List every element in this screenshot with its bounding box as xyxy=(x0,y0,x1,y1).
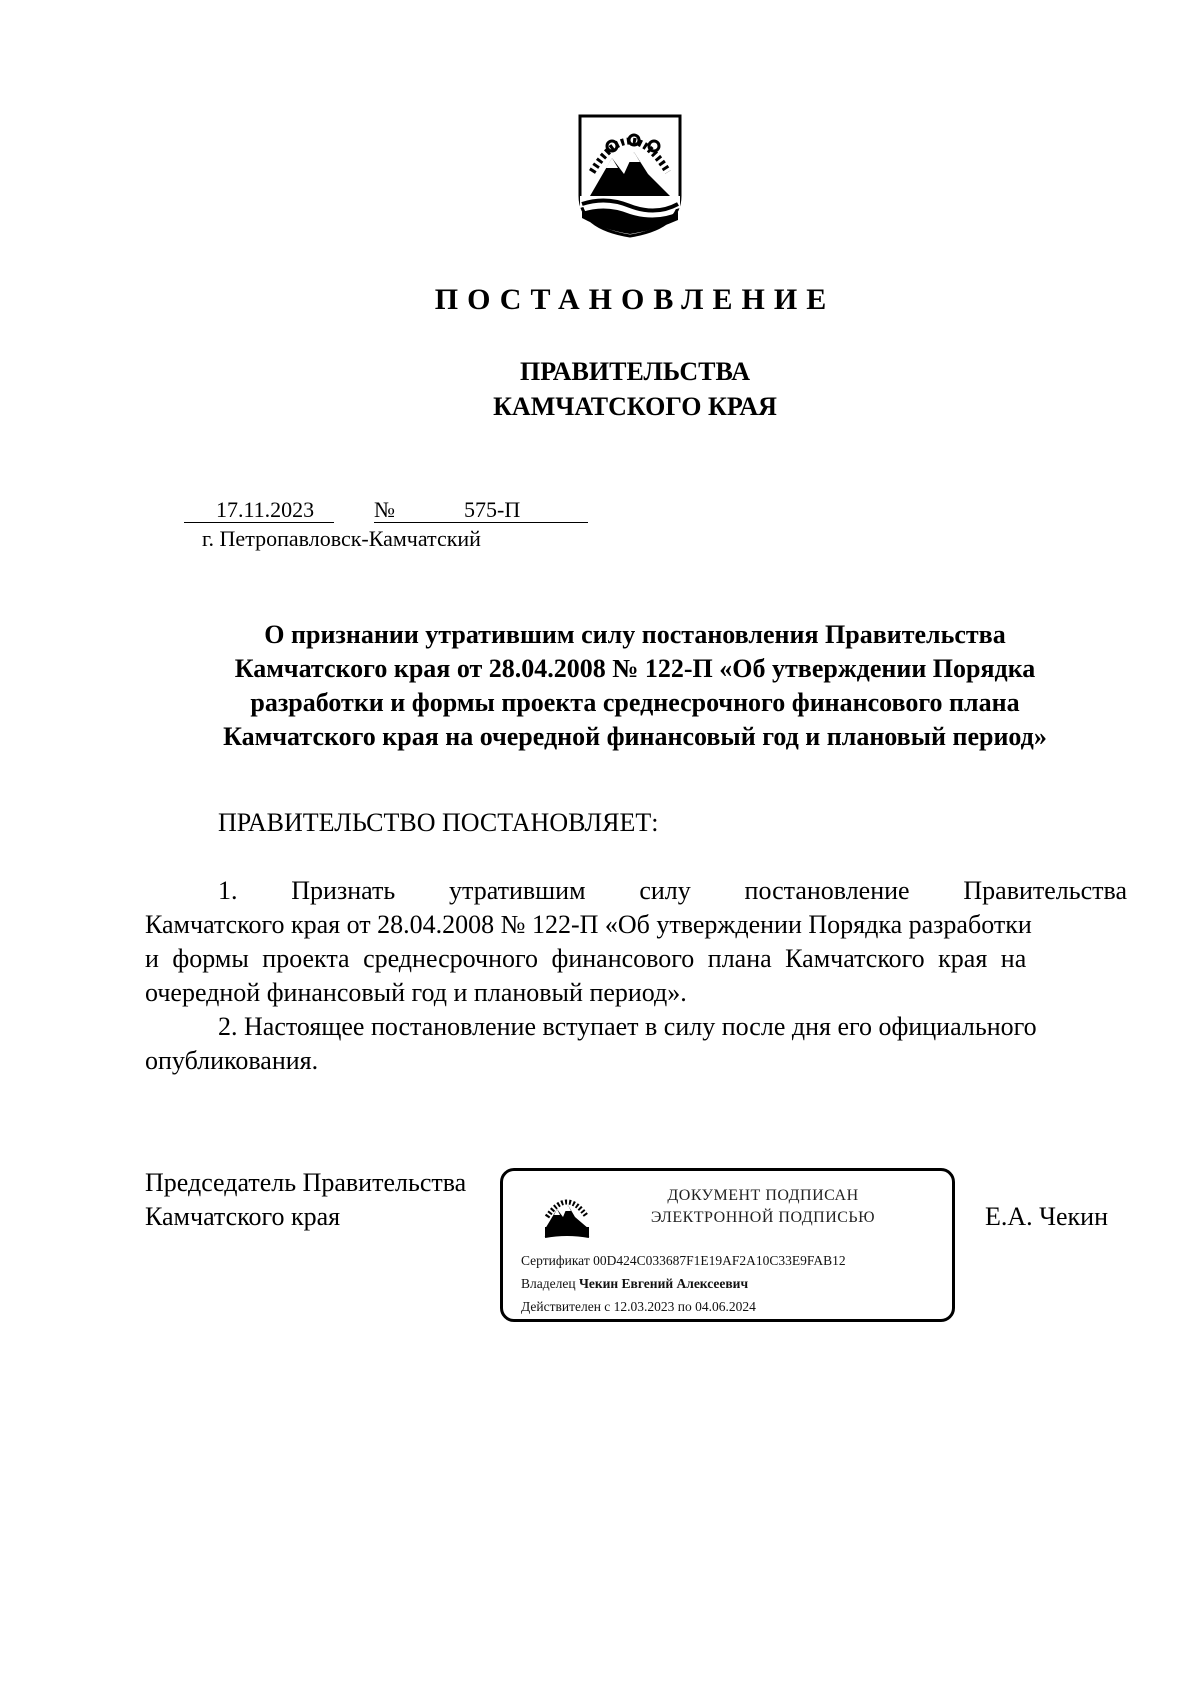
coat-of-arms-icon xyxy=(576,112,684,240)
decree-phrase: ПРАВИТЕЛЬСТВО ПОСТАНОВЛЯЕТ: xyxy=(218,808,659,837)
subject-line-2: Камчатского края от 28.04.2008 № 122-П «Об утверждении Порядка xyxy=(234,654,1036,683)
p1-word: 1. xyxy=(218,876,238,905)
certificate-label: Сертификат xyxy=(521,1253,590,1268)
stamp-heading-line-2: ЭЛЕКТРОННОЙ ПОДПИСЬЮ xyxy=(650,1209,876,1226)
valid-to: 04.06.2024 xyxy=(695,1299,756,1314)
valid-label: Действителен с xyxy=(521,1299,611,1314)
p1-word: Признать xyxy=(291,876,396,905)
document-type-heading: ПОСТАНОВЛЕНИЕ xyxy=(434,283,836,316)
signatory-title-line-1: Председатель Правительства xyxy=(145,1168,467,1197)
certificate-row xyxy=(521,1249,846,1272)
issuer-line-1: ПРАВИТЕЛЬСТВА xyxy=(520,357,750,386)
signatory-title xyxy=(145,1166,466,1234)
p1-word: постановление xyxy=(744,876,910,905)
certificate-value: 00D424C033687F1E19AF2A10C33E9FAB12 xyxy=(593,1253,846,1268)
electronic-signature-stamp xyxy=(500,1168,955,1322)
p1-word: силу xyxy=(639,876,691,905)
document-subject xyxy=(160,618,1110,754)
owner-value: Чекин Евгений Алексеевич xyxy=(578,1276,749,1291)
registration-line xyxy=(184,497,588,523)
subject-line-4: Камчатского края на очередной финансовый год и плановый период» xyxy=(223,722,1047,751)
subject-line-3: разработки и формы проекта среднесрочного финансового плана xyxy=(250,688,1020,717)
paragraph-2-line-2: опубликования. xyxy=(145,1046,319,1075)
paragraph-2-line-1: 2. Настоящее постановление вступает в силу после дня его официального xyxy=(218,1012,1037,1041)
signatory-title-line-2: Камчатского края xyxy=(145,1202,341,1231)
coat-of-arms-icon xyxy=(539,1189,595,1245)
stamp-heading-line-1: ДОКУМЕНТ ПОДПИСАН xyxy=(667,1187,859,1204)
owner-row xyxy=(521,1272,846,1295)
issuer-heading xyxy=(0,354,1200,424)
paragraph-1-line-2: Камчатского края от 28.04.2008 № 122-П «Об утверждении Порядка разработки xyxy=(145,910,1032,939)
valid-to-label: по xyxy=(677,1299,692,1314)
stamp-details xyxy=(521,1249,846,1318)
owner-label: Владелец xyxy=(521,1276,576,1291)
subject-line-1: О признании утратившим силу постановления Правительства xyxy=(264,620,1006,649)
valid-from: 12.03.2023 xyxy=(613,1299,675,1314)
registration-number: 575-П xyxy=(464,497,521,522)
p1-word: утратившим xyxy=(449,876,586,905)
number-sign: № xyxy=(374,497,395,522)
paragraph-1-line-4: очередной финансовый год и плановый период». xyxy=(145,978,687,1007)
document-body xyxy=(145,874,1127,1078)
signatory-name: Е.А. Чекин xyxy=(984,1202,1108,1231)
registration-date: 17.11.2023 xyxy=(216,497,315,522)
paragraph-1-line-3: и формы проекта среднесрочного финансового плана Камчатского края на xyxy=(145,944,1027,973)
stamp-heading xyxy=(613,1185,913,1229)
p1-word: Правительства xyxy=(963,876,1127,905)
paragraph-1-first-line xyxy=(145,874,1127,908)
validity-row xyxy=(521,1295,846,1318)
registration-place: г. Петропавловск-Камчатский xyxy=(202,526,481,551)
issuer-line-2: КАМЧАТСКОГО КРАЯ xyxy=(493,392,777,421)
